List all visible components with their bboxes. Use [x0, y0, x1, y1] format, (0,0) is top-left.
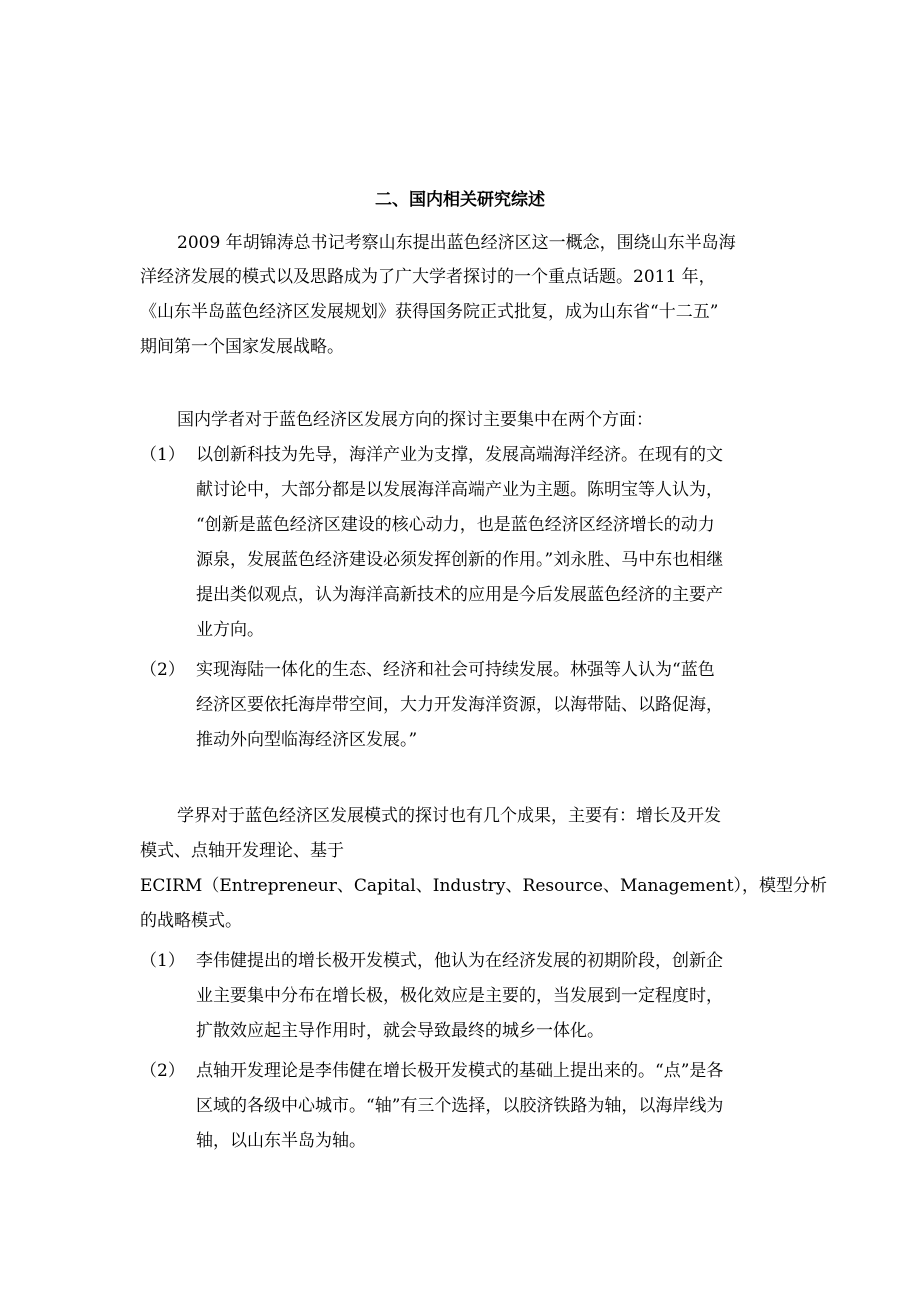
section-heading: 二、国内相关研究综述: [375, 190, 545, 210]
list-item-line: 经济区要依托海岸带空间，大力开发海洋资源，以海带陆、以路促海，: [196, 695, 723, 715]
list-marker: （1）: [140, 951, 185, 971]
paragraph-line: 《山东半岛蓝色经济区发展规划》获得国务院正式批复，成为山东省“十二五”: [140, 302, 719, 322]
paragraph-line: 洋经济发展的模式以及思路成为了广大学者探讨的一个重点话题。2011 年，: [140, 267, 716, 287]
list-item-line: 实现海陆一体化的生态、经济和社会可持续发展。林强等人认为“蓝色: [196, 660, 715, 680]
paragraph-line: 期间第一个国家发展战略。: [140, 337, 344, 357]
list-item-line: 献讨论中，大部分都是以发展海洋高端产业为主题。陈明宝等人认为，: [196, 480, 723, 500]
list-item-line: 扩散效应起主导作用时，就会导致最终的城乡一体化。: [196, 1021, 604, 1041]
paragraph-line: 的战略模式。: [140, 911, 242, 931]
list-item-line: 点轴开发理论是李伟健在增长极开发模式的基础上提出来的。“点”是各: [196, 1061, 724, 1081]
list-marker: （2）: [140, 660, 185, 680]
paragraph-line: ECIRM（Entrepreneur、Capital、Industry、Resource、Management），模型分析: [140, 876, 828, 896]
list-marker: （2）: [140, 1061, 185, 1081]
list-item-line: 区域的各级中心城市。“轴”有三个选择，以胶济铁路为轴，以海岸线为: [196, 1096, 724, 1116]
paragraph-line: 学界对于蓝色经济区发展模式的探讨也有几个成果，主要有：增长及开发: [177, 806, 721, 826]
list-item-line: 业方向。: [196, 620, 264, 640]
list-item-line: 推动外向型临海经济区发展。”: [196, 730, 418, 750]
list-marker: （1）: [140, 445, 185, 465]
list-item-line: 业主要集中分布在增长极，极化效应是主要的，当发展到一定程度时，: [196, 986, 723, 1006]
list-item-line: 以创新科技为先导，海洋产业为支撑，发展高端海洋经济。在现有的文: [196, 445, 723, 465]
paragraph-line: 模式、点轴开发理论、基于: [140, 841, 344, 861]
list-item-line: 李伟健提出的增长极开发模式，他认为在经济发展的初期阶段，创新企: [196, 951, 723, 971]
paragraph-line: 国内学者对于蓝色经济区发展方向的探讨主要集中在两个方面：: [177, 410, 653, 430]
list-item-line: 提出类似观点，认为海洋高新技术的应用是今后发展蓝色经济的主要产: [196, 585, 723, 605]
list-item-line: 轴，以山东半岛为轴。: [196, 1131, 366, 1151]
list-item-line: 源泉，发展蓝色经济建设必须发挥创新的作用。”刘永胜、马中东也相继: [196, 550, 724, 570]
paragraph-line: 2009 年胡锦涛总书记考察山东提出蓝色经济区这一概念，围绕山东半岛海: [177, 233, 736, 253]
list-item-line: “创新是蓝色经济区建设的核心动力，也是蓝色经济区经济增长的动力: [196, 515, 715, 535]
